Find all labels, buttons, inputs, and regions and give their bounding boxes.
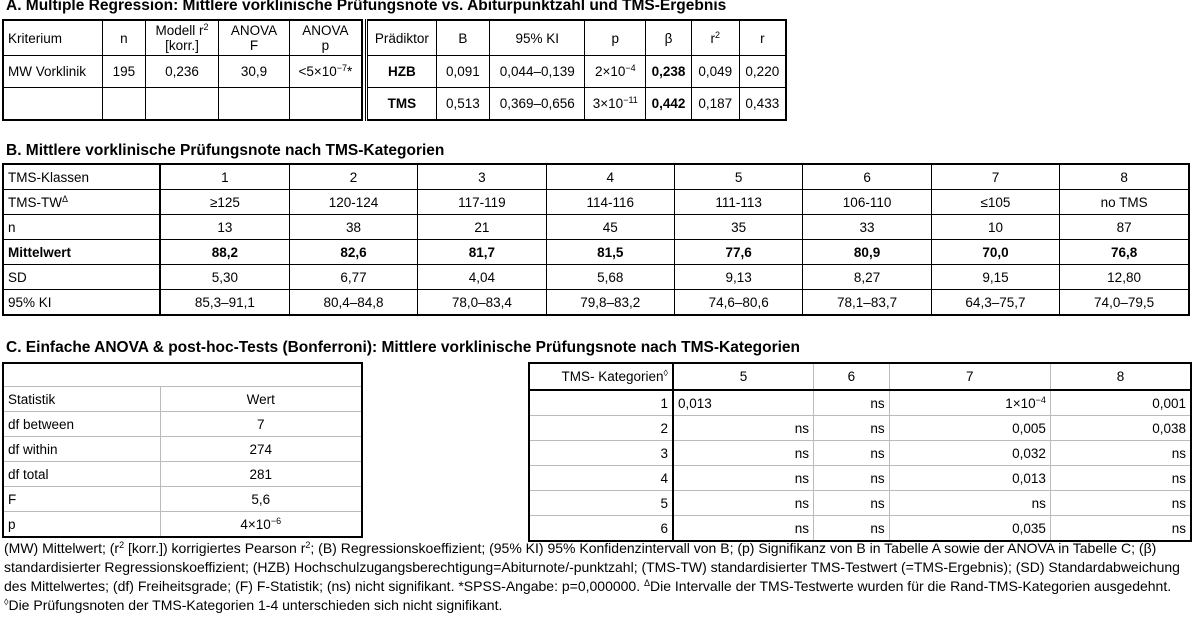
cell-modell: 0,236 — [145, 56, 219, 88]
cell-label: df total — [3, 462, 160, 487]
table-cell: 0,032 — [889, 441, 1050, 466]
table-row-klassen — [3, 164, 1189, 190]
section-a-title: A. Multiple Regression: Mittlere vorklinische Prüfungsnote vs. Abiturpunktzahl und TMS-Ergebnis — [6, 0, 727, 14]
table-cell: ≤105 — [931, 190, 1059, 215]
table-row — [529, 516, 1191, 542]
table-cell: 5,30 — [160, 265, 289, 290]
cell-kategorie: 2 — [529, 416, 673, 441]
cell-praediktor: HZB — [367, 56, 437, 88]
row-label: 95% KI — [3, 290, 160, 316]
table-cell: ns — [814, 441, 890, 466]
header-col: 6 — [814, 363, 890, 390]
cell-p: $2\times 10^{-4}$ — [585, 56, 646, 88]
table-cell: 6 — [803, 164, 931, 190]
header-kategorien: TMS- Kategorien◊ — [529, 363, 673, 390]
cell-value: $4\times 10^{-6}$ — [160, 512, 362, 538]
table-cell: 74,6–80,6 — [674, 290, 802, 316]
header-modell: Modell $r^2$ [korr.] — [145, 20, 219, 56]
cell-value: 274 — [160, 437, 362, 462]
cell-label: p — [3, 512, 160, 538]
table-row — [3, 88, 362, 121]
table-cell: $1\times 10^{-4}$ — [889, 390, 1050, 416]
cell-kategorie: 6 — [529, 516, 673, 542]
table-cell: 8,27 — [803, 265, 931, 290]
table-row — [529, 466, 1191, 491]
table-row — [367, 56, 787, 88]
row-label: TMS-$TW^\Delta$ — [3, 190, 160, 215]
header-col: 7 — [889, 363, 1050, 390]
table-cell: ns — [1050, 516, 1191, 542]
cell-label: df between — [3, 412, 160, 437]
table-cell: ns — [1050, 441, 1191, 466]
header-col: 5 — [673, 363, 814, 390]
table-cell: 3 — [418, 164, 546, 190]
footnote: (MW) Mittelwert; ($r^2$ [korr.]) korrigiertes Pearson $r^2$; (B) Regressionskoeffizient; (95% KI) 95% Konfidenzintervall von B; (p) Signifikanz von B in Tabelle A sowie der ANOVA in Tabelle C; (β) standardisierter Regressionskoeffizient; (HZB) Hochschulzugangsberechtigung=Abiturnote/-punktzahl; (TMS-TW) standardisierter TMS-Testwert (=TMS-Ergebnis); (SD) Standardabweichung des Mittelwertes; (df) Freiheitsgrade; (F) F-Statistik; (ns) nicht signifikant. *SPSS-Angabe: p=0,000000. $^\Delta$Die Intervalle der TMS-Testwerte wurden für die Rand-TMS-Kategorien ausgedehnt. ◊Die Prüfungsnoten der TMS-Kategorien 1-4 unterschieden sich nicht signifikant. — [4, 540, 1180, 613]
cell-r: 0,433 — [739, 88, 786, 121]
cell-value: 7 — [160, 412, 362, 437]
table-row — [3, 487, 362, 512]
table-cell: 70,0 — [931, 240, 1059, 265]
table-cell: 8 — [1060, 164, 1189, 190]
cell-p: $3\times 10^{-11}$ — [585, 88, 646, 121]
cell-kriterium: MW Vorklinik — [3, 56, 103, 88]
table-row — [529, 416, 1191, 441]
table-row — [3, 412, 362, 437]
table-cell: ns — [673, 441, 814, 466]
cell-n: 195 — [103, 56, 146, 88]
table-cell: ns — [814, 516, 890, 542]
cell-value: 281 — [160, 462, 362, 487]
table-cell: ns — [814, 466, 890, 491]
table-cell: ns — [814, 491, 890, 516]
header-r: r — [739, 20, 786, 56]
table-cell: 0,035 — [889, 516, 1050, 542]
table-row-tw — [3, 190, 1189, 215]
table-cell: 76,8 — [1060, 240, 1189, 265]
row-label: Mittelwert — [3, 240, 160, 265]
cell-anova-f: 30,9 — [219, 56, 289, 88]
cell-value: 5,6 — [160, 487, 362, 512]
header-b: B — [436, 20, 489, 56]
table-cell: 45 — [546, 215, 674, 240]
cell-beta: 0,442 — [646, 88, 692, 121]
regression-model-table — [2, 19, 363, 121]
table-cell: 12,80 — [1060, 265, 1189, 290]
cell-b: 0,513 — [436, 88, 489, 121]
cell-beta: 0,238 — [646, 56, 692, 88]
header-r2: $r^2$ — [691, 20, 739, 56]
table-cell: 78,1–83,7 — [803, 290, 931, 316]
table-cell: 33 — [803, 215, 931, 240]
table-cell: 117-119 — [418, 190, 546, 215]
table-cell: 4,04 — [418, 265, 546, 290]
table-row — [3, 56, 362, 88]
table-cell: 9,13 — [674, 265, 802, 290]
table-row — [3, 462, 362, 487]
table-cell: 2 — [289, 164, 417, 190]
table-row — [3, 512, 362, 538]
header-col: 8 — [1050, 363, 1191, 390]
table-cell: 81,5 — [546, 240, 674, 265]
table-row — [367, 88, 787, 121]
table-header-row — [3, 20, 362, 56]
header-beta: β — [646, 20, 692, 56]
table-cell: ns — [673, 466, 814, 491]
header-wert: Wert — [160, 387, 362, 412]
table-cell: 64,3–75,7 — [931, 290, 1059, 316]
table-cell: 77,6 — [674, 240, 802, 265]
cell-kategorie: 1 — [529, 390, 673, 416]
cell-r: 0,220 — [739, 56, 786, 88]
table-header-row — [367, 20, 787, 56]
table-cell: 0,005 — [889, 416, 1050, 441]
table-cell: 21 — [418, 215, 546, 240]
table-cell: ns — [1050, 491, 1191, 516]
table-cell: ns — [673, 516, 814, 542]
table-cell: 78,0–83,4 — [418, 290, 546, 316]
table-cell: ns — [889, 491, 1050, 516]
table-row-mittelwert — [3, 240, 1189, 265]
cell-b: 0,091 — [436, 56, 489, 88]
table-cell: 88,2 — [160, 240, 289, 265]
table-cell: 87 — [1060, 215, 1189, 240]
cell-r2: 0,049 — [691, 56, 739, 88]
table-cell: ≥125 — [160, 190, 289, 215]
header-praediktor: Prädiktor — [367, 20, 437, 56]
header-p: p — [585, 20, 646, 56]
header-anova-f: ANOVA F — [219, 20, 289, 56]
table-cell: 82,6 — [289, 240, 417, 265]
table-cell: 35 — [674, 215, 802, 240]
cell-label: F — [3, 487, 160, 512]
cell-ki: 0,044–0,139 — [490, 56, 585, 88]
table-cell: ns — [814, 390, 890, 416]
table-row-sd — [3, 265, 1189, 290]
table-cell: no TMS — [1060, 190, 1189, 215]
cell-praediktor: TMS — [367, 88, 437, 121]
cell-anova-p: $<5\times 10^{-7}*$ — [289, 56, 362, 88]
table-cell: 10 — [931, 215, 1059, 240]
row-label: TMS-Klassen — [3, 164, 160, 190]
table-cell: 0,001 — [1050, 390, 1191, 416]
table-cell: 79,8–83,2 — [546, 290, 674, 316]
table-cell: ns — [673, 416, 814, 441]
table-row-ki — [3, 290, 1189, 316]
table-cell: 0,013 — [673, 390, 814, 416]
tms-category-table — [2, 163, 1190, 316]
row-label: n — [3, 215, 160, 240]
anova-table — [2, 362, 363, 538]
section-c-title: C. Einfache ANOVA & post-hoc-Tests (Bonferroni): Mittlere vorklinische Prüfungsnote nach TMS-Kategorien — [6, 339, 801, 356]
table-row — [529, 441, 1191, 466]
table-cell: 85,3–91,1 — [160, 290, 289, 316]
table-cell: 0,038 — [1050, 416, 1191, 441]
table-header-row — [529, 363, 1191, 390]
table-cell: ns — [814, 416, 890, 441]
table-cell: 7 — [931, 164, 1059, 190]
table-cell: 80,4–84,8 — [289, 290, 417, 316]
table-row — [3, 437, 362, 462]
table-cell: 1 — [160, 164, 289, 190]
table-cell: 80,9 — [803, 240, 931, 265]
header-statistik: Statistik — [3, 387, 160, 412]
table-cell: 9,15 — [931, 265, 1059, 290]
header-n: n — [103, 20, 146, 56]
table-cell: 81,7 — [418, 240, 546, 265]
table-cell: 4 — [546, 164, 674, 190]
cell-kategorie: 5 — [529, 491, 673, 516]
table-cell: 13 — [160, 215, 289, 240]
table-cell: 114-116 — [546, 190, 674, 215]
header-anova-p: ANOVA p — [289, 20, 362, 56]
regression-predictor-table — [365, 19, 787, 121]
table-row — [529, 491, 1191, 516]
table-cell: ns — [673, 491, 814, 516]
posthoc-table — [528, 362, 1192, 542]
section-b-title: B. Mittlere vorklinische Prüfungsnote nach TMS-Kategorien — [6, 142, 445, 159]
table-cell: 106-110 — [803, 190, 931, 215]
table-cell: 6,77 — [289, 265, 417, 290]
table-cell: 0,013 — [889, 466, 1050, 491]
table-cell: 120-124 — [289, 190, 417, 215]
cell-kategorie: 3 — [529, 441, 673, 466]
table-cell: 111-113 — [674, 190, 802, 215]
cell-r2: 0,187 — [691, 88, 739, 121]
row-label: SD — [3, 265, 160, 290]
cell-ki: 0,369–0,656 — [490, 88, 585, 121]
header-ki: 95% KI — [490, 20, 585, 56]
cell-label: df within — [3, 437, 160, 462]
table-row — [529, 390, 1191, 416]
table-cell: 38 — [289, 215, 417, 240]
table-cell: 74,0–79,5 — [1060, 290, 1189, 316]
table-cell: 5 — [674, 164, 802, 190]
cell-kategorie: 4 — [529, 466, 673, 491]
table-row-n — [3, 215, 1189, 240]
table-cell: 5,68 — [546, 265, 674, 290]
table-header-row — [3, 387, 362, 412]
table-cell: ns — [1050, 466, 1191, 491]
header-kriterium: Kriterium — [3, 20, 103, 56]
